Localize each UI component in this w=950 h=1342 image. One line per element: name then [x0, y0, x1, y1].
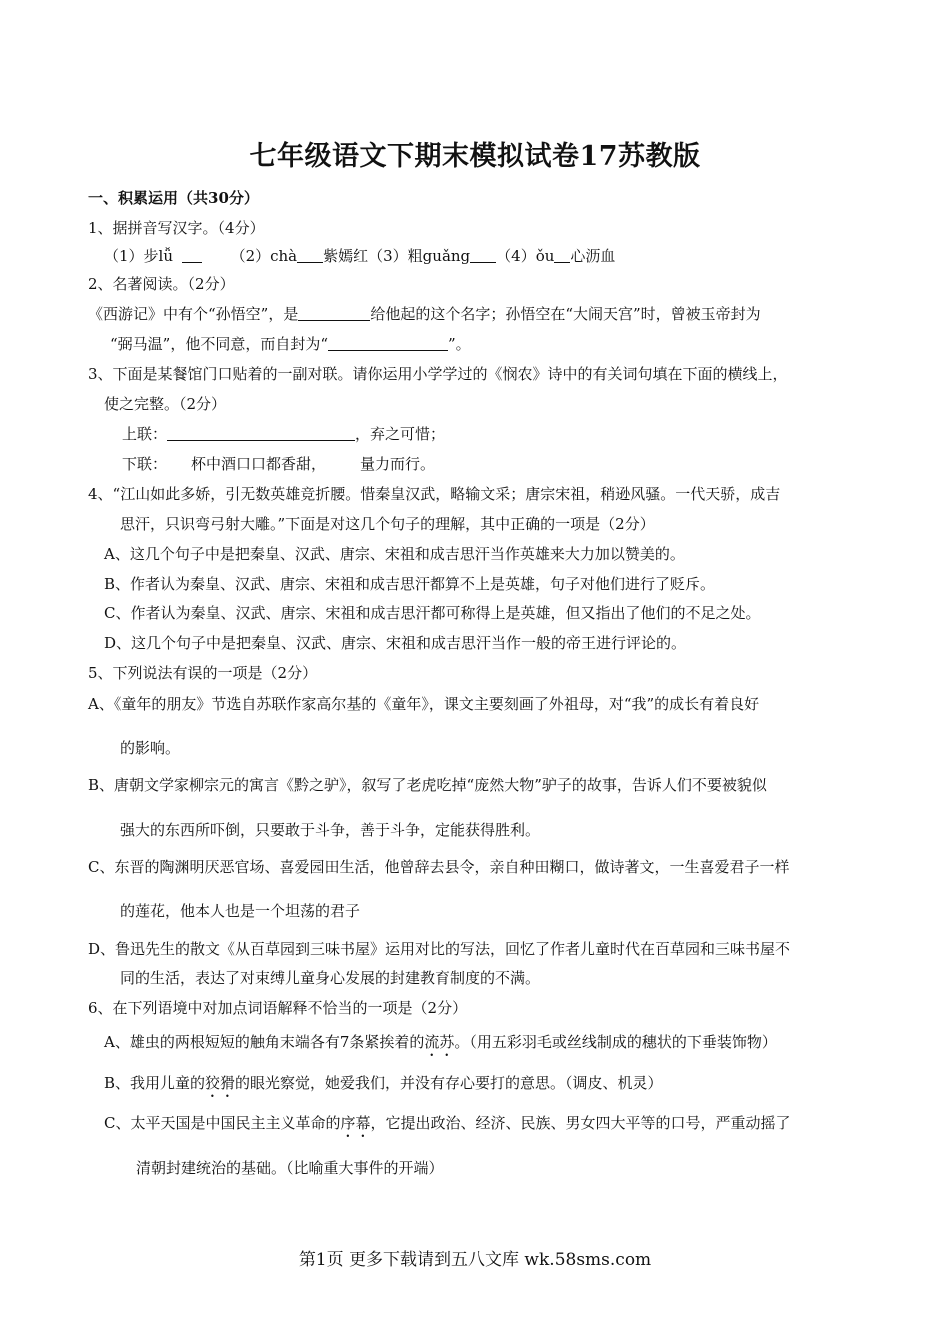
- q6-stem: 6、在下列语境中对加点词语解释不恰当的一项是（2分）: [88, 999, 468, 1017]
- q1-items: [104, 246, 615, 266]
- q2-text: 给他起的这个名字；孙悟空在“大闹天宫”时，曾被玉帝封为: [370, 305, 761, 323]
- q1-blank-1[interactable]: [182, 248, 202, 263]
- couplet-label: 上联：: [122, 425, 168, 443]
- q4-option-b: B、作者认为秦皇、汉武、唐宗、宋祖和成吉思汗都算不上是英雄，句子对他们进行了贬斥。: [104, 575, 716, 593]
- q2-line-1: [88, 304, 761, 324]
- q5-option-a: A、《童年的朋友》节选自苏联作家高尔基的《童年》，课文主要刻画了外祖母，对“我”的成长有着良好: [88, 695, 760, 713]
- q1-p4b: 心沥血: [570, 247, 616, 265]
- q5-option-d: D、鲁迅先生的散文《从百草园到三味书屋》运用对比的写法，回忆了作者儿童时代在百草园和三味书屋不: [88, 940, 791, 958]
- dotted-term: 流苏: [424, 1033, 455, 1051]
- q1-blank-3[interactable]: [470, 248, 496, 263]
- q5-option-c-cont: 的莲花，他本人也是一个坦荡的君子: [120, 902, 361, 920]
- q2-stem: 2、名著阅读。（2分）: [88, 275, 235, 293]
- q3-stem-1: 3、下面是某餐馆门口贴着的一副对联。请你运用小学学过的《悯农》诗中的有关词句填在下面的横线上，: [88, 365, 788, 383]
- couplet-label: 下联：: [122, 455, 168, 473]
- q4-option-d: D、这几个句子中是把秦皇、汉武、唐宗、宋祖和成吉思汗当作一般的帝王进行评论的。: [104, 634, 687, 652]
- q6-option-a: [104, 1032, 777, 1060]
- page-footer: 第1页 更多下载请到五八文库 wk.58sms.com: [298, 1250, 652, 1270]
- section-heading: 一、积累运用（共30分）: [88, 189, 259, 207]
- q1-p2: （2）chà: [230, 247, 298, 265]
- q3-blank[interactable]: [167, 426, 355, 441]
- q1-blank-4[interactable]: [554, 248, 570, 263]
- page-title: 七年级语文下期末模拟试卷17苏教版: [249, 141, 701, 172]
- q4-option-c: C、作者认为秦皇、汉武、唐宗、宋祖和成吉思汗都可称得上是英雄，但又指出了他们的不足之处。: [104, 604, 761, 622]
- q6-text: ，它提出政治、经济、民族、男女四大平等的口号，严重动摇了: [370, 1114, 791, 1132]
- q2-text: ”。: [448, 335, 471, 353]
- couplet-text: 杯中酒口口都香甜，: [191, 455, 327, 473]
- couplet-text: 量力而行。: [360, 455, 436, 473]
- q5-option-a-cont: 的影响。: [120, 739, 181, 757]
- q6-option-c: [104, 1113, 791, 1141]
- q2-blank-2[interactable]: [328, 336, 448, 351]
- dotted-term: 序幕: [340, 1114, 371, 1132]
- q6-text: C、太平天国是中国民主主义革命的: [104, 1114, 341, 1132]
- q3-couplet-down: [122, 454, 435, 474]
- q1-p2b: 紫嫣红（3）粗guǎng: [323, 247, 471, 265]
- q2-text: “弼马温”，他不同意，而自封为“: [110, 335, 329, 353]
- q6-option-c-cont: 清朝封建统治的基础。（比喻重大事件的开端）: [136, 1159, 444, 1177]
- q6-text: 。（用五彩羽毛或丝线制成的穗状的下垂装饰物）: [454, 1033, 777, 1051]
- q4-option-a: A、这几个句子中是把秦皇、汉武、唐宗、宋祖和成吉思汗当作英雄来大力加以赞美的。: [104, 545, 685, 563]
- q2-blank-1[interactable]: [298, 306, 370, 321]
- q6-text: 的眼光察觉，她爱我们，并没有存心要打的意思。（调皮、机灵）: [235, 1074, 663, 1092]
- q3-couplet-up: [122, 424, 445, 444]
- q4-stem-2: 思汗，只识弯弓射大雕。”下面是对这几个句子的理解，其中正确的一项是（2分）: [120, 515, 655, 533]
- q5-option-b: B、唐朝文学家柳宗元的寓言《黔之驴》，叙写了老虎吃掉“庞然大物”驴子的故事，告诉人们不要被貌似: [88, 776, 767, 794]
- couplet-text: ，弃之可惜；: [355, 425, 446, 443]
- q2-text: 《西游记》中有个“孙悟空”，是: [88, 305, 299, 323]
- q1-stem: 1、据拼音写汉字。（4分）: [88, 219, 265, 237]
- q6-option-b: [104, 1073, 663, 1101]
- q1-p4: （4）ǒu: [496, 247, 555, 265]
- q2-line-2: [110, 334, 471, 354]
- q1-p1: （1）步lǚ: [104, 247, 174, 265]
- q3-stem-2: 使之完整。（2分）: [104, 395, 227, 413]
- q6-text: B、我用儿童的: [104, 1074, 206, 1092]
- q6-text: A、雄虫的两根短短的触角末端各有7条紧挨着的: [104, 1033, 425, 1051]
- q1-blank-2[interactable]: [297, 248, 323, 263]
- q4-stem-1: 4、“江山如此多娇，引无数英雄竞折腰。惜秦皇汉武，略输文采；唐宗宋祖，稍逊风骚。一代天骄，成吉: [88, 485, 781, 503]
- q5-option-d-cont: 同的生活，表达了对束缚儿童身心发展的封建教育制度的不满。: [120, 969, 541, 987]
- q5-option-b-cont: 强大的东西所吓倒，只要敢于斗争，善于斗争，定能获得胜利。: [120, 821, 541, 839]
- q5-stem: 5、下列说法有误的一项是（2分）: [88, 664, 318, 682]
- q5-option-c: C、东晋的陶渊明厌恶官场、喜爱园田生活，他曾辞去县令，亲自种田糊口，做诗著文，一生喜爱君子一样: [88, 858, 790, 876]
- dotted-term: 狡猾: [205, 1074, 236, 1092]
